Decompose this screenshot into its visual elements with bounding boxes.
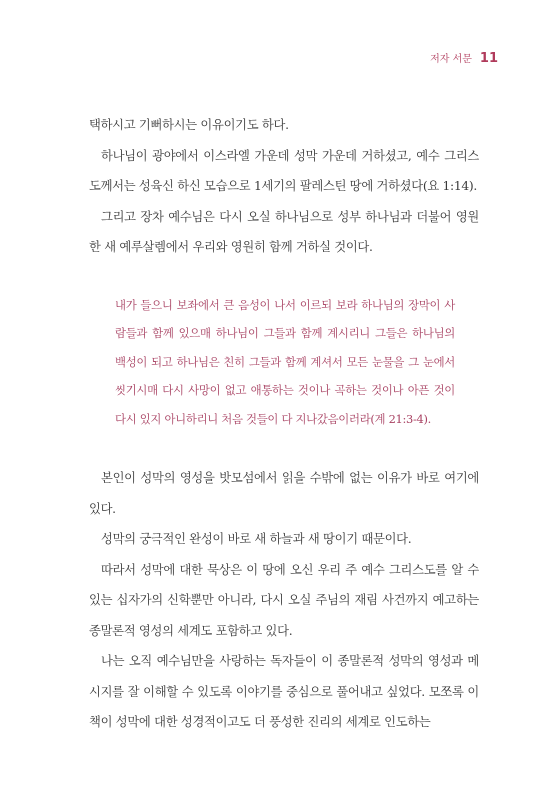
page-number: 11 [479,51,498,66]
body-paragraph: 하나님이 광야에서 이스라엘 가운데 성막 가운데 거하셨고, 예수 그리스도께서는 성육신 하신 모습으로 1세기의 팔레스틴 땅에 거하셨다(요 1:14). [89,148,479,193]
body-paragraph: 성막의 궁극적인 완성이 바로 새 하늘과 새 땅이기 때문이다. [101,532,412,546]
body-paragraph: 따라서 성막에 대한 묵상은 이 땅에 오신 우리 주 예수 그리스도를 알 수 있는 십자가의 신학뿐만 아니라, 다시 오실 주님의 재림 사건까지 예고하는 종말론적 영성의 세계도 포함하고 있다. [89,562,479,638]
page-body [89,110,479,738]
body-paragraph: 나는 오직 예수님만을 사랑하는 독자들이 이 종말론적 성막의 영성과 메시지를 잘 이해할 수 있도록 이야기를 중심으로 풀어내고 싶었다. 모쪼록 이 책이 성막에 대한 성경적이고도 더 풍성한 진리의 세계로 인도하는 [89,654,479,729]
scripture-quote: 내가 들으니 보좌에서 큰 음성이 나서 이르되 보라 하나님의 장막이 사람들과 함께 있으매 하나님이 그들과 함께 계시리니 그들은 하나님의 백성이 되고 하나님은 친히 그들과 함께 계셔서 모든 눈물을 그 눈에서 씻기시매 다시 사망이 없고 애통하는 것이나 곡하는 것이나 아픈 것이 다시 있지 아니하리니 처음 것들이 다 지나갔음이러라(계 21:3-4). [115,297,455,426]
body-paragraph: 본인이 성막의 영성을 밧모섬에서 읽을 수밖에 없는 이유가 바로 여기에 있다. [89,471,479,516]
running-header [430,50,498,66]
body-paragraph: 택하시고 기뻐하시는 이유이기도 하다. [89,118,289,132]
body-paragraph: 그리고 장차 예수님은 다시 오실 하나님으로 성부 하나님과 더불어 영원한 새 예루살렘에서 우리와 영원히 함께 거하실 것이다. [89,209,479,254]
section-title: 저자 서문 [430,54,472,65]
